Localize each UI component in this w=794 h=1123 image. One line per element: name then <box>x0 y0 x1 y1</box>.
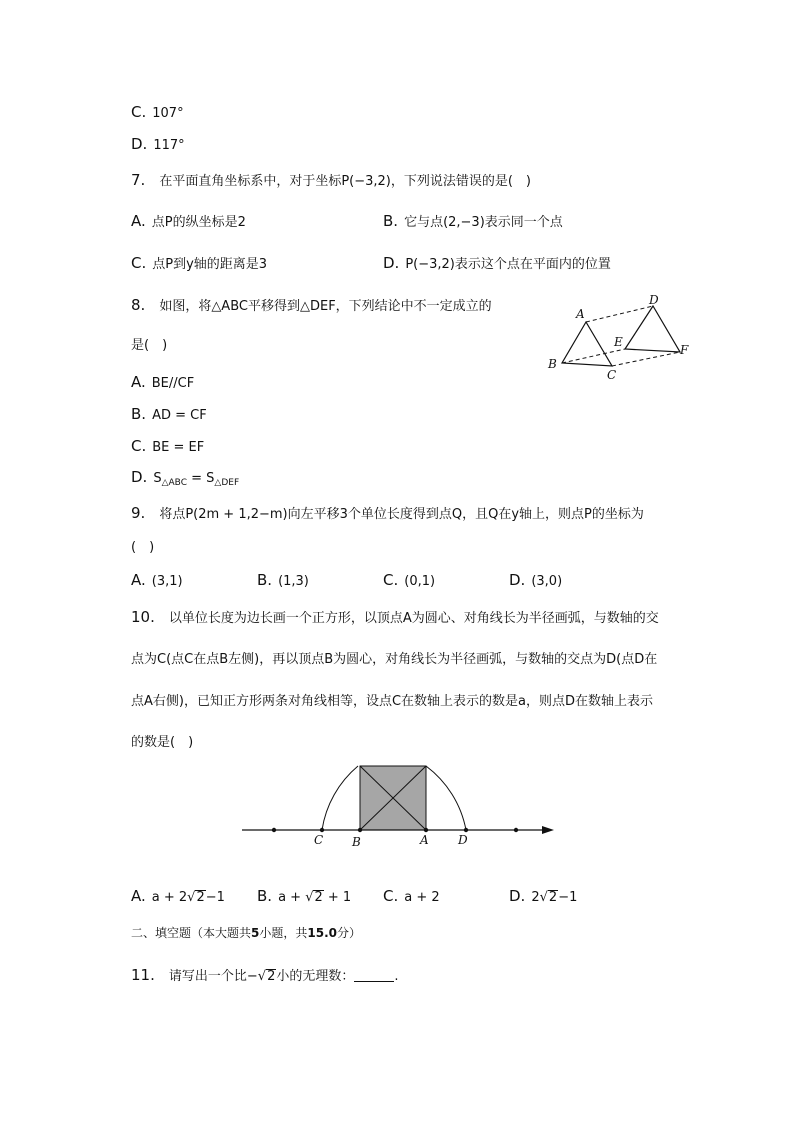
question-number: 10. <box>131 608 155 626</box>
question-text: 在平面直角坐标系中，对于坐标P(−3,2)，下列说法错误的是( ) <box>159 174 532 189</box>
point-label-a: A <box>576 307 585 321</box>
option-text: (0,1) <box>404 574 436 589</box>
triangle-def <box>625 306 680 352</box>
option-text: AD = CF <box>152 408 207 423</box>
option-label: D. <box>383 254 400 272</box>
option-label: B. <box>383 212 399 230</box>
point-label-d: D <box>458 833 468 847</box>
answer-blank[interactable] <box>354 969 394 982</box>
option-label: C. <box>383 887 399 905</box>
q8-stem <box>131 297 492 315</box>
point-d-dot <box>464 828 468 832</box>
q9-stem-cont <box>131 540 154 556</box>
triangle-abc <box>562 322 612 366</box>
question-text: 如图，将△ABC平移得到△DEF，下列结论中不一定成立的 <box>159 299 492 314</box>
question-number: 8. <box>131 296 146 314</box>
question-number: 7. <box>131 171 146 189</box>
point-label-c: C <box>314 833 324 847</box>
option-label: B. <box>257 887 273 905</box>
q8-stem-cont <box>131 338 167 354</box>
q9-option-d <box>509 572 562 590</box>
axis-dot <box>272 828 276 832</box>
option-label: C. <box>131 103 147 121</box>
point-label-d: D <box>649 293 659 307</box>
option-text: $S_{\triangle ABC} = S_{\triangle DEF}$ <box>153 471 240 488</box>
question-text: 点A右侧)，已知正方形两条对角线相等，设点C在数轴上表示的数是a，则点D在数轴上表示 <box>131 694 654 709</box>
q10-stem <box>131 609 659 627</box>
q8-option-c <box>131 438 204 456</box>
sqrt-symbol: √2 <box>257 969 276 984</box>
point-a-dot <box>424 828 428 832</box>
question-text: 请写出一个比−√2小的无理数： . <box>168 969 399 984</box>
sqrt-symbol: √2 <box>539 890 558 905</box>
option-label: C. <box>383 571 399 589</box>
option-text: 2√2−1 <box>531 890 578 905</box>
q7-option-a <box>131 213 246 231</box>
option-label: D. <box>131 468 148 486</box>
q10-stem-line2 <box>131 652 657 668</box>
option-text: a + √2 + 1 <box>278 890 352 905</box>
q10-option-a <box>131 888 225 906</box>
question-text: 以单位长度为边长画一个正方形，以顶点A为圆心、对角线长为半径画弧，与数轴的交 <box>168 611 659 626</box>
dashed-line-ad <box>586 306 653 322</box>
option-text: 点P到y轴的距离是3 <box>152 257 268 272</box>
q10-stem-line4 <box>131 735 193 751</box>
option-text: (3,0) <box>531 574 563 589</box>
q9-option-b <box>257 572 309 590</box>
q8-option-b <box>131 406 207 424</box>
sqrt-symbol: √2 <box>305 890 323 905</box>
q8-translation-figure <box>540 290 700 380</box>
q8-option-d <box>131 469 239 491</box>
option-text: BE//CF <box>151 376 195 391</box>
axis-dot <box>514 828 518 832</box>
option-text: 点P的纵坐标是2 <box>151 215 246 230</box>
sqrt-symbol: √2 <box>187 890 205 905</box>
option-text: P(−3,2)表示这个点在平面内的位置 <box>405 257 611 272</box>
option-label: D. <box>131 135 148 153</box>
q6-option-c <box>131 104 184 122</box>
arc-centered-a <box>322 766 358 830</box>
q7-stem <box>131 172 531 190</box>
arc-centered-b <box>426 766 466 830</box>
option-text: (1,3) <box>278 574 309 589</box>
q6-option-d <box>131 136 185 154</box>
option-label: A. <box>131 887 146 905</box>
option-label: C. <box>131 437 147 455</box>
point-label-b: B <box>352 835 361 849</box>
q7-option-c <box>131 255 267 273</box>
q7-option-d <box>383 255 611 273</box>
option-text: BE = EF <box>152 440 205 455</box>
option-label: A. <box>131 373 146 391</box>
option-text: 它与点(2,−3)表示同一个点 <box>404 215 563 230</box>
point-b-dot <box>358 828 362 832</box>
question-text: 点为C(点C在点B左侧)，再以顶点B为圆心，对角线长为半径画弧，与数轴的交点为D(点D在 <box>131 652 658 667</box>
option-text: 117° <box>153 138 185 153</box>
q10-number-line-figure <box>236 760 560 852</box>
point-label-e: E <box>614 335 623 349</box>
point-label-c: C <box>607 368 617 380</box>
option-label: C. <box>131 254 147 272</box>
question-text: 是( ) <box>131 338 168 353</box>
dashed-line-be <box>562 349 625 363</box>
option-label: B. <box>131 405 147 423</box>
option-label: A. <box>131 571 146 589</box>
q7-option-b <box>383 213 563 231</box>
point-label-f: F <box>680 343 689 357</box>
q9-stem <box>131 505 644 523</box>
q9-option-a <box>131 572 183 590</box>
q9-option-c <box>383 572 435 590</box>
point-c-dot <box>320 828 324 832</box>
question-text: ( ) <box>131 540 155 555</box>
section-heading-fill-in: 二、填空题（本大题共5小题，共15.0分） <box>131 926 362 940</box>
point-label-a: A <box>420 833 429 847</box>
option-label: A. <box>131 212 146 230</box>
point-label-b: B <box>548 357 557 371</box>
q10-option-b <box>257 888 351 906</box>
q8-option-a <box>131 374 194 392</box>
axis-arrow <box>542 826 554 834</box>
option-text: 107° <box>152 106 184 121</box>
option-label: D. <box>509 887 526 905</box>
question-number: 11. <box>131 966 155 984</box>
option-label: B. <box>257 571 273 589</box>
q10-option-c <box>383 888 440 906</box>
question-number: 9. <box>131 504 146 522</box>
q10-stem-line3 <box>131 694 653 710</box>
option-text: (3,1) <box>151 574 183 589</box>
q11-stem <box>131 967 399 985</box>
option-text: a + 2 <box>404 890 440 905</box>
question-text: 的数是( ) <box>131 735 194 750</box>
q10-option-d <box>509 888 577 906</box>
question-text: 将点P(2m + 1,2−m)向左平移3个单位长度得到点Q，且Q在y轴上，则点P的坐标为 <box>159 507 644 522</box>
option-text: a + 2√2−1 <box>151 890 225 905</box>
dashed-line-cf <box>612 352 680 366</box>
option-label: D. <box>509 571 526 589</box>
